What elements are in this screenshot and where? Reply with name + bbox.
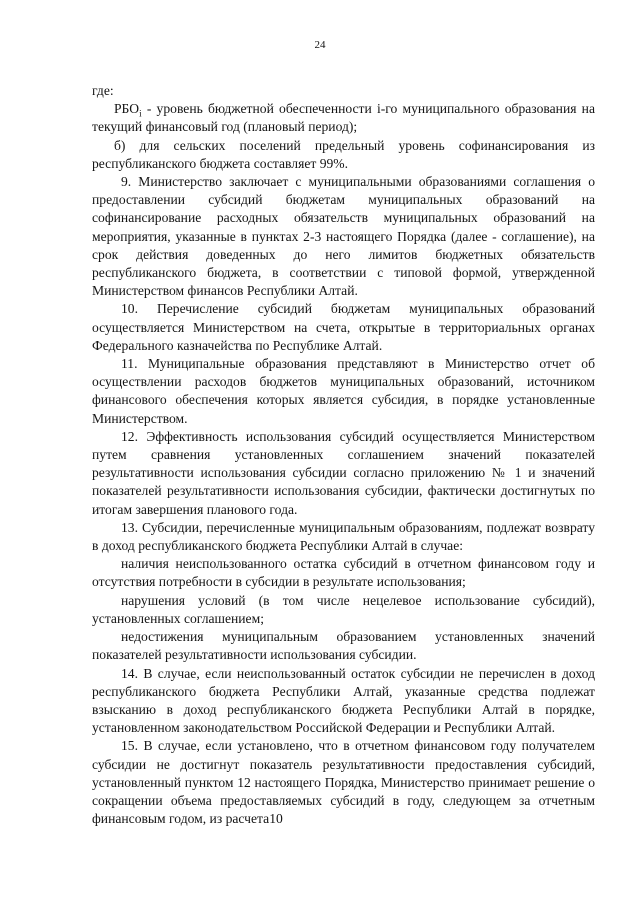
paragraph-item-12: 12. Эффективность использования субсидий осуществляется Министерством путем сравнения установленных соглашением значений показателей результативности использования субсидии согласно приложению № 1 и значений показателей результативности использования субсидии, фактически достигнутых по итогам завершения планового года. bbox=[92, 428, 595, 517]
rbo-symbol: РБО bbox=[114, 101, 140, 117]
paragraph-rbo-definition bbox=[92, 100, 595, 136]
rbo-definition-text: - уровень бюджетной обеспеченности i-го муниципального образования на текущий финансовый год (плановый период); bbox=[92, 101, 595, 135]
document-body bbox=[92, 82, 595, 828]
paragraph-item-11: 11. Муниципальные образования представляют в Министерство отчет об осуществлении расходов бюджетов муниципальных образований, источником финансового обеспечения которых является субсидия, в порядке установленные Министерством. bbox=[92, 356, 595, 426]
paragraph-item-14: 14. В случае, если неиспользованный остаток субсидии не перечислен в доход республиканского бюджета Республики Алтай, указанные средства подлежат взысканию в доход республиканского бюджета Республики Алтай в порядке, установленном законодательством Российской Федерации и Республики Алтай. bbox=[92, 665, 595, 736]
page-number: 24 bbox=[314, 39, 326, 51]
rbo-subscript: i bbox=[139, 108, 142, 119]
paragraph-item-13-case-2: нарушения условий (в том числе нецелевое использование субсидий), установленных соглашением; bbox=[92, 592, 595, 626]
paragraph-item-9: 9. Министерство заключает с муниципальными образованиями соглашения о предоставлении субсидий бюджетам муниципальных образований на софинансирование расходных обязательств муниципальных образований на мероприятия, указанные в пунктах 2-3 настоящего Порядка (далее - соглашение), на срок действия доведенных до него лимитов бюджетных обязательств республиканского бюджета, в соответствии с типовой формой, утвержденной Министерством финансов Республики Алтай. bbox=[92, 174, 595, 299]
paragraph-item-10: 10. Перечисление субсидий бюджетам муниципальных образований осуществляется Министерством на счета, открытые в территориальных органах Федерального казначейства по Республике Алтай. bbox=[92, 301, 595, 353]
paragraph-where: где: bbox=[92, 83, 114, 98]
paragraph-item-13-case-3: недостижения муниципальным образованием установленных значений показателей результативности использования субсидии. bbox=[92, 629, 595, 663]
paragraph-item-13-case-1: наличия неиспользованного остатка субсидий в отчетном финансовом году и отсутствия потребности в субсидии в результате использования; bbox=[92, 556, 595, 590]
paragraph-item-13: 13. Субсидии, перечисленные муниципальным образованиям, подлежат возврату в доход республиканского бюджета Республики Алтай в случае: bbox=[92, 519, 595, 554]
paragraph-item-15: 15. В случае, если установлено, что в отчетном финансовом году получателем субсидии не достигнут показатель результативности предоставления субсидий, установленный пунктом 12 настоящего Порядка, Министерство принимает решение о сокращении объема предоставляемых субсидий в году, следующем за отчетным финансовым годом, из расчета10 bbox=[92, 738, 595, 827]
paragraph-rural-settlements: б) для сельских поселений предельный уровень софинансирования из республиканского бюджета составляет 99%. bbox=[92, 137, 595, 171]
